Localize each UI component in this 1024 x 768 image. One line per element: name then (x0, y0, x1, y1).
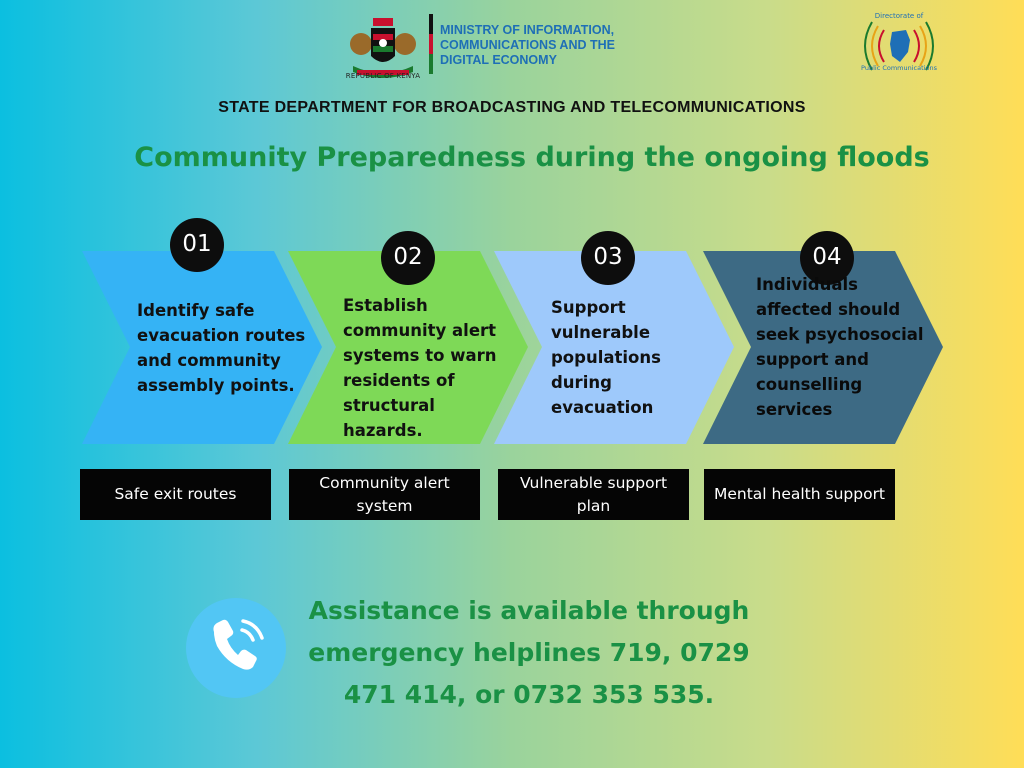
dpc-logo-top-text: Directorate of (874, 12, 924, 20)
assistance-helpline-text: Assistance is available through emergency helplines 719, 0729 471 414, or 0732 353 535. (308, 596, 750, 709)
step-label-3: Vulnerable support plan (498, 469, 689, 520)
page-title: Community Preparedness during the ongoing floods (134, 142, 930, 173)
ministry-name-line2: COMMUNICATIONS AND THE (440, 38, 615, 52)
step-text-2: Establish community alert systems to warn residents of structural hazards. (343, 296, 497, 440)
step-number-3: 03 (581, 231, 635, 285)
step-text-1: Identify safe evacuation routes and community assembly points. (137, 301, 306, 395)
step-number-1: 01 (170, 218, 224, 272)
dpc-logo-bottom-text: Public Communications (861, 64, 937, 72)
step-label-4: Mental health support (704, 469, 895, 520)
ministry-name (440, 23, 670, 68)
step-text-3: Support vulnerable populations during evacuation (551, 298, 661, 417)
ministry-name-line1: MINISTRY OF INFORMATION, (440, 23, 615, 37)
step-label-1: Safe exit routes (80, 469, 271, 520)
step-label-2: Community alert system (289, 469, 480, 520)
step-number-2: 02 (381, 231, 435, 285)
ministry-name-line3: DIGITAL ECONOMY (440, 53, 557, 67)
coat-of-arms-caption: REPUBLIC OF KENYA (345, 72, 421, 80)
step-number-4: 04 (800, 231, 854, 285)
phone-icon (186, 598, 286, 698)
ministry-color-bar (429, 14, 433, 74)
step-text-4: Individuals affected should seek psychosocial support and counselling services (756, 275, 924, 419)
state-department-heading: STATE DEPARTMENT FOR BROADCASTING AND TELECOMMUNICATIONS (218, 99, 806, 116)
